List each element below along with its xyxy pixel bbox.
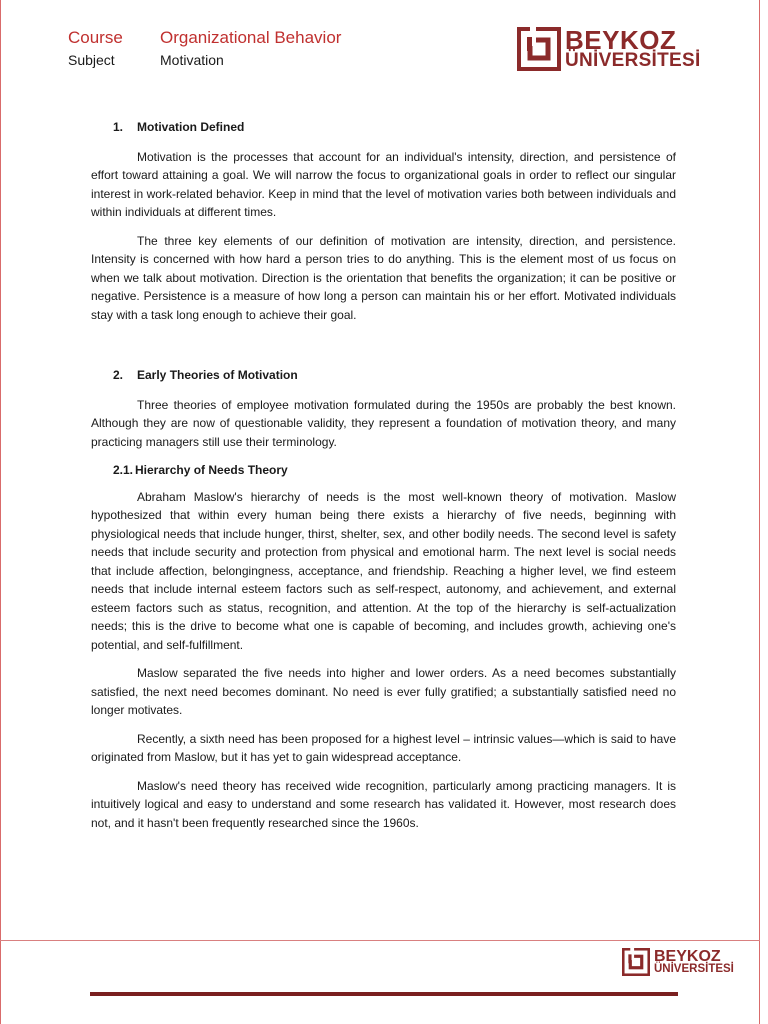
section-heading <box>113 118 676 137</box>
section-number: 2.1. <box>113 463 134 477</box>
logo-line-2: ÜNİVERSİTESİ <box>654 963 734 976</box>
logo-line-1: BEYKOZ <box>565 24 677 55</box>
footer-divider <box>0 940 760 941</box>
university-logo <box>517 24 701 72</box>
section-heading <box>113 366 676 385</box>
paragraph: Maslow's need theory has received wide recognition, particularly among practicing managers. It is intuitively logical and easy to understand and some research has validated it. However, most research does not, and it hasn't been frequently researched since the 1960s. <box>91 778 676 830</box>
document-header <box>68 28 341 68</box>
section-title: Early Theories of Motivation <box>137 368 298 382</box>
logo-text <box>654 949 734 975</box>
subject-title: Motivation <box>160 52 224 68</box>
section-title: Hierarchy of Needs Theory <box>135 463 288 477</box>
subsection-heading <box>113 461 676 480</box>
logo-text <box>565 24 701 72</box>
footer-logo <box>622 948 734 976</box>
logo-mark-icon <box>622 948 650 976</box>
paragraph: Abraham Maslow's hierarchy of needs is the most well-known theory of motivation. Maslow hypothesized that within every human being there exists a hierarchy of five needs, beginning with physiological needs that include hunger, thirst, shelter, sex, and other bodily needs. The second level is safety needs that include security and protection from physical and emotional harm. The next level is social needs that include affection, belongingness, acceptance, and friendship. Reaching a higher level, we find esteem needs that include internal esteem factors such as self-respect, autonomy, and achievement, and external esteem factors such as status, recognition, and attention. At the top of the hierarchy is self-actualization needs; this is the drive to become what one is capable of becoming, and includes growth, achieving one's potential, and self-fulfillment. <box>91 489 676 652</box>
paragraph: The three key elements of our definition of motivation are intensity, direction, and persistence. Intensity is concerned with how hard a person tries to do anything. This is the element most of us focus on when we talk about motivation. Direction is the orientation that benefits the organization; it can be positive or negative. Persistence is a measure of how long a person can maintain his or her effort. Motivated individuals stay with a task long enough to achieve their goal. <box>91 233 676 322</box>
subject-label: Subject <box>68 52 115 68</box>
logo-line-1: BEYKOZ <box>654 947 721 965</box>
logo-mark-icon <box>517 27 561 71</box>
paragraph: Three theories of employee motivation formulated during the 1950s are probably the best known. Although they are now of questionable validity, they represent a foundation of motivation theory, and many practicing managers still use their terminology. <box>91 397 676 449</box>
paragraph: Maslow separated the five needs into higher and lower orders. As a need becomes substantially satisfied, the next need becomes dominant. No need is ever fully gratified; a substantially satisfied need no longer motivates. <box>91 666 676 717</box>
paragraph: Motivation is the processes that account for an individual's intensity, direction, and persistence of effort toward attaining a goal. We will narrow the focus to organizational goals in order to reflect our singular interest in work-related behavior. Keep in mind that the level of motivation varies both between individuals and within individuals at different times. <box>91 149 676 219</box>
section-title: Motivation Defined <box>137 120 245 134</box>
course-label: Course <box>68 28 123 47</box>
course-title: Organizational Behavior <box>160 28 342 47</box>
section-number: 1. <box>113 120 124 134</box>
logo-line-2: ÜNİVERSİTESİ <box>565 50 701 72</box>
document-body <box>91 118 676 832</box>
paragraph: Recently, a sixth need has been proposed for a highest level – intrinsic values—which is said to have originated from Maslow, but it has yet to gain widespread acceptance. <box>91 731 676 764</box>
footer-bar <box>90 992 678 996</box>
section-number: 2. <box>113 368 124 382</box>
